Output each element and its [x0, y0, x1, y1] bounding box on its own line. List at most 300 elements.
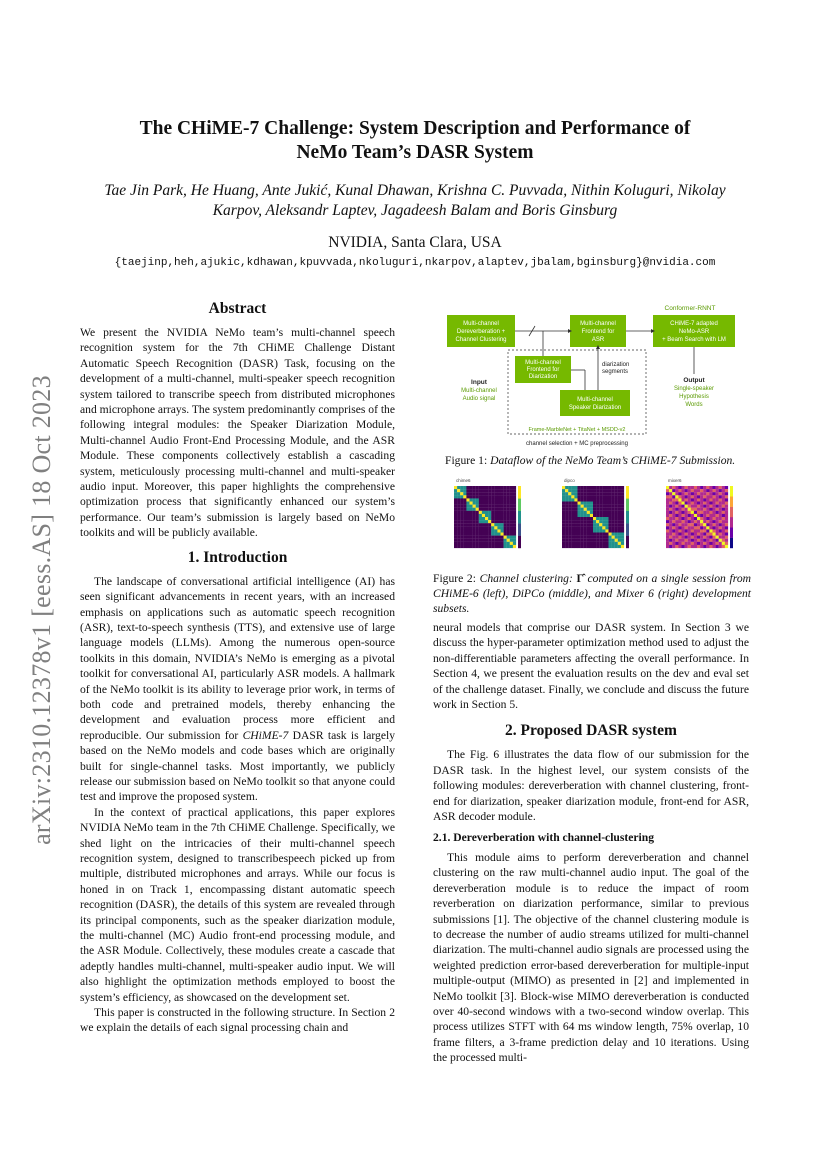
heatmap-cell — [666, 536, 669, 539]
heatmap-cell — [497, 508, 500, 511]
heatmap-cell — [605, 523, 608, 526]
heatmap-cell — [476, 542, 479, 545]
heatmap-cell — [700, 520, 703, 523]
heatmap-cell — [725, 523, 728, 526]
heatmap-cell — [621, 489, 624, 492]
heatmap-cell — [672, 508, 675, 511]
heatmap-cell — [725, 511, 728, 514]
heatmap-cell — [574, 508, 577, 511]
heatmap-cell — [678, 523, 681, 526]
heatmap-cell — [697, 536, 700, 539]
heatmap-cell — [510, 505, 513, 508]
heatmap-cell — [507, 511, 510, 514]
heatmap-cell — [609, 502, 612, 505]
heatmap-cell — [688, 508, 691, 511]
heatmap-cell — [463, 511, 466, 514]
heatmap-cell — [513, 536, 516, 539]
heatmap-cell — [615, 536, 618, 539]
heatmap-cell — [703, 505, 706, 508]
heatmap-cell — [466, 539, 469, 542]
heatmap-cell — [590, 539, 593, 542]
heatmap-cell — [501, 492, 504, 495]
heatmap-cell — [697, 523, 700, 526]
heatmap-cell — [587, 536, 590, 539]
heatmap-cell — [599, 526, 602, 529]
heatmap-cell — [688, 517, 691, 520]
heatmap-cell — [565, 545, 568, 548]
heatmap-cell — [605, 533, 608, 536]
heatmap-cell — [562, 545, 565, 548]
heatmap-cell — [497, 529, 500, 532]
heatmap-cell — [470, 486, 473, 489]
heatmap-cell — [596, 520, 599, 523]
heatmap-cell — [584, 542, 587, 545]
heatmap-cell — [574, 523, 577, 526]
heatmap-cell — [688, 536, 691, 539]
heatmap-cell — [691, 489, 694, 492]
heatmap-cell — [578, 505, 581, 508]
heatmap-cell — [463, 508, 466, 511]
heatmap-cell — [719, 498, 722, 501]
heatmap-cell — [460, 489, 463, 492]
heatmap-cell — [584, 539, 587, 542]
heatmap-cell — [709, 539, 712, 542]
heatmap-cell — [562, 517, 565, 520]
heatmap-cell — [700, 533, 703, 536]
heatmap-cell — [669, 508, 672, 511]
heatmap-cell — [581, 502, 584, 505]
heatmap-cell — [612, 508, 615, 511]
heatmap-cell — [669, 511, 672, 514]
heatmap-cell — [618, 502, 621, 505]
heatmap-cell — [460, 505, 463, 508]
heatmap-cell — [612, 545, 615, 548]
heatmap-cell — [609, 533, 612, 536]
heatmap-cell — [675, 505, 678, 508]
heatmap-cell — [700, 517, 703, 520]
heatmap-cell — [672, 514, 675, 517]
heatmap-cell — [675, 542, 678, 545]
heatmap-cell — [678, 492, 681, 495]
heatmap-cell — [454, 539, 457, 542]
heatmap-cell — [609, 505, 612, 508]
heatmap-cell — [618, 520, 621, 523]
heatmap-cell — [675, 514, 678, 517]
heatmap-cell — [497, 526, 500, 529]
heatmap-cell — [513, 508, 516, 511]
heatmap-cell — [491, 517, 494, 520]
heatmap-cell — [697, 495, 700, 498]
heatmap-cell — [593, 498, 596, 501]
heatmap-cell — [574, 505, 577, 508]
heatmap-cell — [466, 514, 469, 517]
heatmap-cell — [571, 526, 574, 529]
input-label: Input — [471, 379, 487, 386]
heatmap-cell — [672, 502, 675, 505]
heatmap-cell — [497, 514, 500, 517]
heatmap-cell — [476, 520, 479, 523]
heatmap-cell — [507, 520, 510, 523]
heatmap-cell — [694, 495, 697, 498]
heatmap-cell — [609, 486, 612, 489]
heatmap-cell — [584, 514, 587, 517]
heatmap-cell — [587, 517, 590, 520]
heatmap-cell — [602, 529, 605, 532]
heatmap-cell — [706, 505, 709, 508]
heatmap-cell — [709, 486, 712, 489]
heatmap-cell — [682, 517, 685, 520]
heatmap-cell — [584, 523, 587, 526]
heatmap-cell — [497, 520, 500, 523]
heatmap-cell — [621, 511, 624, 514]
heatmap-cell — [716, 486, 719, 489]
heatmap-cell — [491, 514, 494, 517]
heatmap-cell — [470, 526, 473, 529]
heatmap-cell — [618, 545, 621, 548]
heatmap-cell — [602, 508, 605, 511]
heatmap-cell — [602, 536, 605, 539]
heatmap-cell — [581, 495, 584, 498]
heatmap-cell — [713, 539, 716, 542]
heatmap-cell — [615, 505, 618, 508]
heatmap-cell — [568, 508, 571, 511]
heatmap-cell — [713, 526, 716, 529]
heatmap-cell — [666, 523, 669, 526]
colorbar-segment — [518, 486, 521, 499]
heatmap-cell — [685, 489, 688, 492]
heatmap-cell — [565, 511, 568, 514]
heatmap-cell — [485, 486, 488, 489]
heatmap-cell — [672, 511, 675, 514]
heatmap-cell — [571, 508, 574, 511]
right-column — [433, 620, 749, 1066]
heatmap-cell — [581, 529, 584, 532]
heatmap-cell — [510, 539, 513, 542]
heatmap-cell — [473, 508, 476, 511]
heatmap-cell — [574, 489, 577, 492]
heatmap-cell — [709, 502, 712, 505]
heatmap-cell — [504, 520, 507, 523]
heatmap-cell — [685, 492, 688, 495]
heatmap-cell — [605, 514, 608, 517]
heatmap-cell — [691, 511, 694, 514]
heatmap-cell — [473, 542, 476, 545]
heatmap-cell — [713, 495, 716, 498]
heatmap-cell — [609, 489, 612, 492]
heatmap-cell — [697, 508, 700, 511]
heatmap-cell — [463, 502, 466, 505]
heatmap-cell — [460, 536, 463, 539]
heatmap-cell — [485, 542, 488, 545]
heatmap-cell — [666, 505, 669, 508]
heatmap-cell — [485, 529, 488, 532]
heatmap-cell — [599, 489, 602, 492]
heatmap-cell — [725, 533, 728, 536]
heatmap-cell — [666, 498, 669, 501]
heatmap-cell — [605, 511, 608, 514]
heatmap-cell — [609, 542, 612, 545]
heatmap-cell — [691, 505, 694, 508]
heatmap-cell — [466, 536, 469, 539]
heatmap-cell — [709, 511, 712, 514]
heatmap-cell — [719, 511, 722, 514]
heatmap-cell — [697, 529, 700, 532]
heatmap-cell — [507, 545, 510, 548]
heatmap-cell — [691, 492, 694, 495]
heatmap-cell — [703, 508, 706, 511]
heatmap-cell — [719, 542, 722, 545]
heatmap-cell — [612, 498, 615, 501]
heatmap-cell — [605, 495, 608, 498]
heatmap-cell — [470, 495, 473, 498]
heatmap-cell — [672, 529, 675, 532]
heatmap-cell — [612, 529, 615, 532]
heatmap-cell — [694, 517, 697, 520]
heatmap-cell — [596, 486, 599, 489]
heatmap-cell — [587, 514, 590, 517]
heatmap-cell — [709, 492, 712, 495]
heatmap-chime6: chime6 — [438, 478, 522, 564]
heatmap-cell — [463, 529, 466, 532]
heatmap-cell — [568, 495, 571, 498]
heatmap-cell — [507, 489, 510, 492]
heatmap-cell — [599, 520, 602, 523]
heatmap-cell — [612, 542, 615, 545]
intro-heading: 1. Introduction — [187, 548, 288, 566]
heatmap-cell — [488, 498, 491, 501]
heatmap-cell — [463, 533, 466, 536]
heatmap-cell — [722, 545, 725, 548]
heatmap-cell — [725, 529, 728, 532]
heatmap-cell — [593, 511, 596, 514]
colorbar-segment — [626, 523, 629, 536]
heatmap-cell — [691, 526, 694, 529]
heatmap-cell — [672, 517, 675, 520]
heatmap-cell — [722, 486, 725, 489]
figure-2-caption: Figure 2: Channel clustering: Γ̂ computed on a single session from CHiME-6 (left), DiPCo (middle), and Mixer 6 (right) development subsets. — [433, 572, 751, 616]
heatmap-cell — [605, 526, 608, 529]
heatmap-cell — [454, 514, 457, 517]
heatmap-cell — [688, 533, 691, 536]
heatmap-cell — [612, 511, 615, 514]
heatmap-cell — [488, 529, 491, 532]
heatmap-cell — [510, 511, 513, 514]
heatmap-cell — [691, 514, 694, 517]
heatmap-cell — [507, 495, 510, 498]
heatmap-cell — [719, 495, 722, 498]
heatmap-cell — [716, 505, 719, 508]
svg-text:CHiME-7 adaptedNeMo-ASR+ Beam: CHiME-7 adapted NeMo-ASR + Beam Search with LM — [662, 321, 726, 343]
heatmap-cell — [599, 502, 602, 505]
heatmap-cell — [501, 526, 504, 529]
heatmap-cell — [618, 542, 621, 545]
heatmap-cell — [565, 520, 568, 523]
heatmap-cell — [574, 492, 577, 495]
heatmap-cell — [454, 489, 457, 492]
heatmap-cell — [706, 517, 709, 520]
heatmap-cell — [494, 539, 497, 542]
heatmap-cell — [460, 486, 463, 489]
heatmap-cell — [691, 495, 694, 498]
heatmap-cell — [454, 495, 457, 498]
heatmap-cell — [725, 495, 728, 498]
heatmap-cell — [482, 486, 485, 489]
heatmap-cell — [571, 536, 574, 539]
heatmap-cell — [473, 514, 476, 517]
heatmap-cell — [587, 523, 590, 526]
heatmap-cell — [602, 505, 605, 508]
heatmap-cell — [590, 495, 593, 498]
heatmap-cell — [685, 520, 688, 523]
heatmap-cell — [694, 529, 697, 532]
heatmap-cell — [691, 539, 694, 542]
heatmap-cell — [688, 511, 691, 514]
heatmap-cell — [615, 508, 618, 511]
heatmap-cell — [479, 517, 482, 520]
heatmap-cell — [482, 520, 485, 523]
heatmap-cell — [494, 526, 497, 529]
heatmap-cell — [691, 523, 694, 526]
heatmap-cell — [590, 492, 593, 495]
heatmap-cell — [688, 489, 691, 492]
heatmap-cell — [494, 511, 497, 514]
heatmap-cell — [578, 492, 581, 495]
heatmap-cell — [599, 505, 602, 508]
heatmap-cell — [574, 533, 577, 536]
heatmap-cell — [470, 529, 473, 532]
heatmap-cell — [590, 520, 593, 523]
heatmap-cell — [587, 492, 590, 495]
heatmap-cell — [725, 545, 728, 548]
heatmap-cell — [587, 502, 590, 505]
heatmap-cell — [473, 533, 476, 536]
heatmap-cell — [709, 536, 712, 539]
heatmap-cell — [709, 520, 712, 523]
heatmap-cell — [615, 533, 618, 536]
heatmap-cell — [460, 545, 463, 548]
heatmap-cell — [682, 486, 685, 489]
heatmap-cell — [716, 508, 719, 511]
heatmap-cell — [457, 495, 460, 498]
heatmap-cell — [669, 517, 672, 520]
heatmap-cell — [682, 526, 685, 529]
heatmap-cell — [568, 517, 571, 520]
heatmap-cell — [501, 514, 504, 517]
heatmap-cell — [587, 539, 590, 542]
heatmap-cell — [609, 517, 612, 520]
heatmap-cell — [682, 492, 685, 495]
heatmap-cell — [491, 505, 494, 508]
heatmap-cell — [568, 489, 571, 492]
heatmap-cell — [562, 489, 565, 492]
heatmap-cell — [602, 489, 605, 492]
heatmap-cell — [562, 495, 565, 498]
heatmap-cell — [675, 529, 678, 532]
heatmap-cell — [571, 495, 574, 498]
heatmap-cell — [675, 536, 678, 539]
heatmap-cell — [596, 526, 599, 529]
heatmap-cell — [488, 539, 491, 542]
paper-title: The CHiME-7 Challenge: System Description and Performance of NeMo Team’s DASR System — [139, 118, 691, 163]
heatmap-cell — [562, 529, 565, 532]
heatmap-cell — [590, 489, 593, 492]
heatmap-cell — [691, 529, 694, 532]
heatmap-cell — [454, 545, 457, 548]
heatmap-cell — [491, 492, 494, 495]
heatmap-cell — [612, 539, 615, 542]
heatmap-cell — [596, 498, 599, 501]
colorbar-segment — [518, 498, 521, 511]
heatmap-cell — [470, 511, 473, 514]
heatmap-cell — [510, 529, 513, 532]
heatmap-cell — [675, 533, 678, 536]
heatmap-cell — [593, 545, 596, 548]
heatmap-cell — [716, 495, 719, 498]
heatmap-cell — [581, 514, 584, 517]
heatmap-cell — [602, 492, 605, 495]
heatmap-cell — [479, 511, 482, 514]
heatmap-cell — [513, 526, 516, 529]
heatmap-cell — [510, 517, 513, 520]
heatmap-cell — [703, 523, 706, 526]
heatmap-cell — [612, 489, 615, 492]
heatmap-cell — [479, 536, 482, 539]
heatmap-cell — [722, 520, 725, 523]
heatmap-cell — [497, 517, 500, 520]
heatmap-cell — [590, 542, 593, 545]
heatmap-cell — [618, 529, 621, 532]
heatmap-cell — [725, 508, 728, 511]
heatmap-cell — [590, 502, 593, 505]
heatmap-cell — [703, 526, 706, 529]
heatmap-cell — [482, 536, 485, 539]
heatmap-cell — [709, 495, 712, 498]
heatmap-cell — [491, 533, 494, 536]
heatmap-cell — [466, 533, 469, 536]
heatmap-cell — [501, 539, 504, 542]
heatmap-cell — [479, 545, 482, 548]
heatmap-cell — [612, 526, 615, 529]
heatmap-cell — [605, 520, 608, 523]
heatmap-cell — [682, 523, 685, 526]
heatmap-cell — [719, 545, 722, 548]
heatmap-cell — [713, 520, 716, 523]
heatmap-cell — [675, 526, 678, 529]
heatmap-cell — [590, 508, 593, 511]
heatmap-cell — [571, 486, 574, 489]
heatmap-cell — [709, 545, 712, 548]
heatmap-cell — [621, 495, 624, 498]
heatmap-cell — [725, 539, 728, 542]
heatmap-cell — [504, 511, 507, 514]
colorbar-segment — [518, 536, 521, 549]
heatmap-cell — [706, 526, 709, 529]
heatmap-cell — [725, 489, 728, 492]
heatmap-cell — [716, 520, 719, 523]
heatmap-cell — [615, 498, 618, 501]
heatmap-cell — [605, 492, 608, 495]
heatmap-cell — [497, 489, 500, 492]
heatmap-cell — [491, 486, 494, 489]
arxiv-sidebar — [22, 340, 62, 880]
heatmap-cell — [571, 529, 574, 532]
heatmap-cell — [584, 502, 587, 505]
heatmap-cell — [578, 523, 581, 526]
heatmap-cell — [562, 511, 565, 514]
heatmap-cell — [507, 533, 510, 536]
heatmap-cell — [691, 517, 694, 520]
heatmap-cell — [685, 545, 688, 548]
